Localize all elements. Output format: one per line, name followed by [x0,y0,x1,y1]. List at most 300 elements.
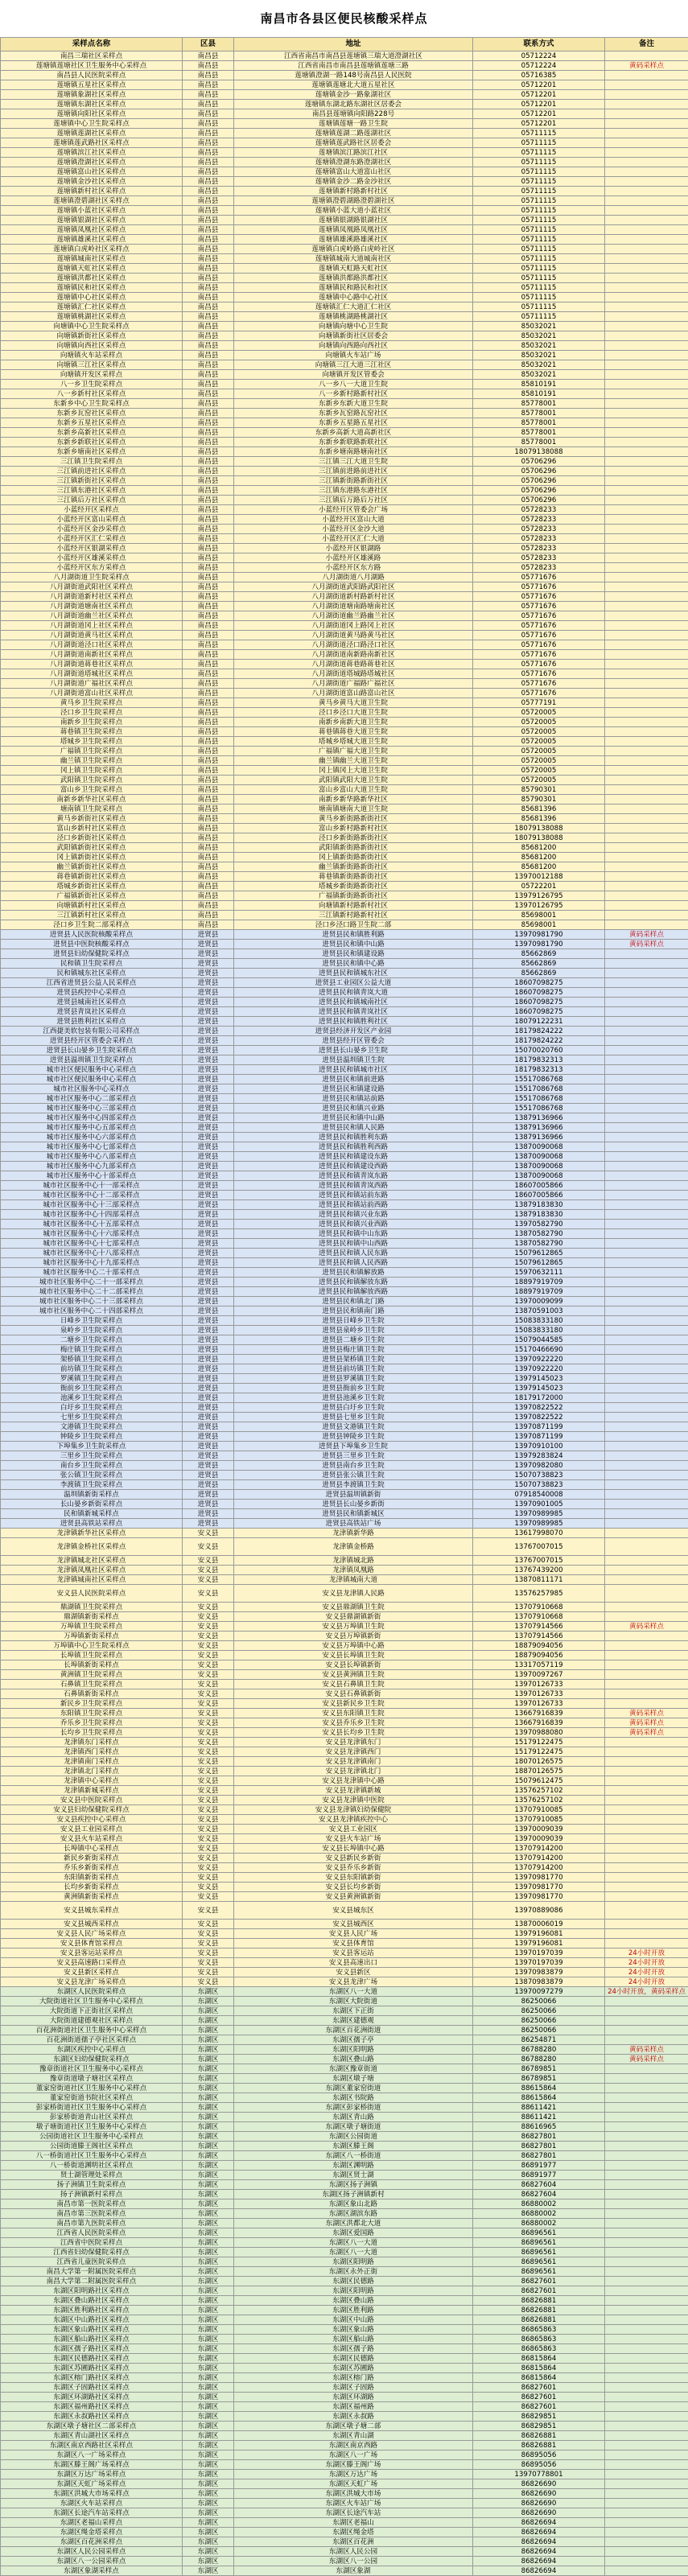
table-row [1,534,688,544]
cell-contact: 88615864 [473,2093,605,2103]
table-row [1,1680,688,1689]
cell-note [605,2277,688,2286]
cell-district: 南昌县 [183,399,234,409]
cell-district: 安义县 [183,1612,234,1622]
cell-note [605,2142,688,2151]
cell-contact: 86865863 [473,2335,605,2344]
cell-name: 长均乡新街采样点 [1,1883,183,1892]
cell-name: 小蓝经开区富山采样点 [1,515,183,525]
cell-district: 南昌县 [183,882,234,891]
cell-district: 南昌县 [183,525,234,534]
cell-contact: 86826690 [473,2508,605,2518]
table-row [1,1355,688,1364]
cell-contact: 13707910668 [473,1603,605,1612]
cell-address: 幽兰镇新街路新街社区 [234,862,473,872]
cell-name: 东湖区中山路社区采样点 [1,2315,183,2325]
cell-name: 城市社区服务中心十一部采样点 [1,1181,183,1191]
cell-district: 南昌县 [183,795,234,804]
cell-contact: 13317057119 [473,1660,605,1670]
cell-contact: 18070126575 [473,1757,605,1767]
cell-contact: 85032021 [473,341,605,351]
cell-district: 东湖区 [183,2470,234,2479]
cell-note [605,2074,688,2084]
table-row [1,1968,688,1977]
cell-note [605,1384,688,1393]
cell-note: 24小时开放，黄码采样点 [605,1987,688,1997]
cell-note [605,1056,688,1065]
cell-address: 莲塘镇白虎岭路白虎岭社区 [234,245,473,254]
cell-contact: 18179824222 [473,1027,605,1036]
cell-note [605,959,688,969]
cell-district: 安义县 [183,1575,234,1585]
cell-district: 东湖区 [183,2113,234,2122]
table-row [1,1776,688,1786]
cell-district: 东湖区 [183,2199,234,2209]
cell-name: 东湖区百花洲采样点 [1,2537,183,2547]
cell-address: 向塘镇向塘中心卫生院 [234,322,473,331]
cell-contact: 13979283824 [473,1451,605,1461]
cell-note [605,370,688,380]
cell-district: 安义县 [183,1854,234,1863]
table-row [1,1603,688,1612]
cell-address: 进贤县前坊镇卫生院 [234,1364,473,1374]
cell-district: 安义县 [183,1538,234,1556]
cell-contact: 86826881 [473,2431,605,2441]
cell-contact: 88616965 [473,2122,605,2132]
cell-name: 冈上镇新街社区采样点 [1,853,183,862]
cell-contact: 85681396 [473,814,605,824]
cell-district: 南昌县 [183,158,234,167]
cell-contact: 86254871 [473,2035,605,2045]
cell-name: 三里乡卫生院采样点 [1,1451,183,1461]
cell-address: 东湖区人民公园 [234,2547,473,2557]
cell-address: 广福镇新街路新街社区 [234,891,473,901]
cell-district: 进贤县 [183,1181,234,1191]
cell-contact: 86891977 [473,2161,605,2171]
cell-contact: 18179832313 [473,1065,605,1075]
table-row [1,1632,688,1641]
cell-address: 莲塘镇滨江路滨江社区 [234,148,473,158]
cell-note [605,2441,688,2450]
cell-note [605,2151,688,2161]
cell-contact: 18607098275 [473,1007,605,1017]
cell-name: 幽兰镇卫生院采样点 [1,756,183,766]
table-row [1,969,688,978]
cell-name: 莲塘镇莲武路社区采样点 [1,138,183,148]
table-row [1,1977,688,1987]
cell-name: 南昌县人民医院采样点 [1,71,183,80]
cell-note [605,1920,688,1929]
cell-name: 幽兰镇新街社区采样点 [1,862,183,872]
cell-name: 新民乡卫生院采样点 [1,1699,183,1709]
cell-contact: 13970989985 [473,1509,605,1519]
cell-name: 南昌大学第二附属医院采样点 [1,2277,183,2286]
table-row [1,631,688,640]
cell-contact: 85698001 [473,920,605,930]
cell-contact: 13970910100 [473,1442,605,1451]
cell-district: 进贤县 [183,1345,234,1355]
cell-address: 安义县鼎湖镇新街 [234,1612,473,1622]
cell-name: 城市社区服务中心十五部采样点 [1,1220,183,1229]
cell-address: 武阳镇新街路新街社区 [234,843,473,853]
cell-name: 莲塘镇莲塘社区卫生服务中心采样点 [1,61,183,71]
cell-address: 龙津镇凤凰路 [234,1566,473,1575]
table-row [1,1403,688,1413]
cell-address: 安义县龙津广场 [234,1977,473,1987]
table-row [1,2171,688,2180]
cell-name: 张公镇卫生院采样点 [1,1471,183,1480]
cell-address: 八一乡八一大道卫生院 [234,380,473,389]
table-row [1,1287,688,1297]
cell-address: 龙津镇新华路 [234,1529,473,1538]
table-row [1,177,688,187]
cell-note [605,785,688,795]
cell-note [605,158,688,167]
cell-address: 东湖区永叔路 [234,2412,473,2422]
cell-district: 南昌县 [183,496,234,505]
table-row [1,1987,688,1997]
cell-address: 进贤县长山晏乡卫生院 [234,1046,473,1056]
cell-district: 南昌县 [183,389,234,399]
cell-district: 进贤县 [183,1432,234,1442]
cell-name: 公园街道社区卫生服务中心采样点 [1,2132,183,2142]
cell-district: 南昌县 [183,100,234,109]
cell-contact: 13870582790 [473,1239,605,1249]
cell-district: 安义县 [183,1977,234,1987]
cell-note [605,1162,688,1171]
cell-note [605,1461,688,1471]
cell-note [605,331,688,341]
cell-note [605,2257,688,2267]
cell-note [605,1065,688,1075]
cell-district: 南昌县 [183,814,234,824]
table-row [1,1738,688,1747]
cell-address: 进贤县民和镇青岚社区 [234,1007,473,1017]
cell-contact: 86829851 [473,2412,605,2422]
cell-note [605,1815,688,1825]
cell-note [605,862,688,872]
cell-note [605,1181,688,1191]
cell-note [605,467,688,476]
cell-contact: 13970197039 [473,1958,605,1968]
cell-contact: 05771676 [473,679,605,689]
cell-contact: 07918540008 [473,1490,605,1500]
cell-name: 莲塘镇银湖社区采样点 [1,216,183,225]
cell-name: 城市社区服务中心六部采样点 [1,1133,183,1142]
cell-name: 董家窑街道书院社区采样点 [1,2093,183,2103]
cell-contact: 88615864 [473,2084,605,2093]
table-row [1,447,688,457]
cell-name: 莲塘镇新村社区采样点 [1,187,183,196]
cell-district: 南昌县 [183,187,234,196]
table-row [1,1939,688,1948]
cell-district: 南昌县 [183,592,234,602]
cell-address: 进贤县二塘乡卫生院 [234,1335,473,1345]
cell-name: 七里乡卫生院采样点 [1,1413,183,1422]
table-row [1,1220,688,1229]
table-row [1,1345,688,1355]
cell-name: 莲塘镇象湖社区采样点 [1,90,183,100]
table-row [1,61,688,71]
cell-district: 南昌县 [183,418,234,428]
cell-contact: 86826690 [473,2489,605,2499]
cell-contact: 86826694 [473,2566,605,2576]
cell-name: 万埠镇卫生院采样点 [1,1622,183,1632]
cell-address: 莲塘镇新村路新村社区 [234,187,473,196]
cell-note [605,1660,688,1670]
cell-note [605,1651,688,1660]
table-row [1,592,688,602]
cell-district: 南昌县 [183,216,234,225]
cell-name: 八一桥街道渊明社区采样点 [1,2161,183,2171]
cell-contact: 86827604 [473,2190,605,2199]
cell-name: 东湖区象湖采样点 [1,2566,183,2576]
table-row [1,2383,688,2393]
cell-note [605,1670,688,1680]
cell-name: 安义县城东采样点 [1,1902,183,1920]
cell-district: 进贤县 [183,1287,234,1297]
cell-contact: 88611421 [473,2113,605,2122]
cell-note [605,438,688,447]
cell-name: 东湖区火车站采样点 [1,2499,183,2508]
cell-address: 安义县长均乡卫生院 [234,1728,473,1738]
cell-address: 东湖区大院街道 [234,1997,473,2006]
cell-note [605,2335,688,2344]
table-row [1,2450,688,2460]
cell-note [605,476,688,486]
cell-note [605,1529,688,1538]
cell-contact: 05728233 [473,563,605,573]
cell-contact: 13970012188 [473,872,605,882]
table-row [1,978,688,988]
cell-address: 塘南镇塘南大道卫生院 [234,804,473,814]
cell-name: 城市社区服务中心十六部采样点 [1,1229,183,1239]
cell-district: 南昌县 [183,650,234,660]
cell-contact: 18870126575 [473,1767,605,1776]
cell-name: 莲塘镇澄湖社区采样点 [1,158,183,167]
cell-note [605,727,688,737]
cell-address: 进贤县张公镇卫生院 [234,1471,473,1480]
cell-district: 南昌县 [183,225,234,235]
cell-name: 黄洲镇卫生院采样点 [1,1670,183,1680]
cell-contact: 15083833180 [473,1326,605,1335]
cell-note [605,2557,688,2566]
cell-name: 莲塘镇小蓝社区采样点 [1,206,183,216]
cell-name: 泾口乡新街社区采样点 [1,833,183,843]
cell-contact: 15517086768 [473,1075,605,1084]
cell-note [605,1519,688,1529]
cell-address: 蒋巷镇新街路新街社区 [234,872,473,882]
cell-note [605,1844,688,1854]
cell-note [605,119,688,129]
table-row [1,283,688,293]
cell-contact: 13707914200 [473,1844,605,1854]
table-row [1,2306,688,2315]
cell-contact: 15079612865 [473,1249,605,1258]
cell-contact: 05711115 [473,274,605,283]
table-row [1,2248,688,2257]
cell-name: 小蓝经开区采样点 [1,505,183,515]
cell-contact: 13707914200 [473,1854,605,1863]
cell-address: 安义县长埠镇中心路 [234,1844,473,1854]
cell-contact: 13970981770 [473,1892,605,1902]
cell-note [605,2238,688,2248]
cell-contact: 05711115 [473,283,605,293]
cell-contact: 05711115 [473,312,605,322]
cell-name: 进贤县高铁站采样点 [1,1519,183,1529]
cell-district: 南昌县 [183,360,234,370]
cell-name: 李渡镇卫生院采样点 [1,1480,183,1490]
cell-contact: 86789851 [473,2074,605,2084]
cell-note [605,698,688,708]
cell-district: 进贤县 [183,1046,234,1056]
cell-district: 东湖区 [183,2441,234,2450]
cell-contact: 05711115 [473,187,605,196]
cell-district: 进贤县 [183,1065,234,1075]
table-row [1,380,688,389]
table-row [1,573,688,582]
cell-address: 东湖区建德观 [234,2016,473,2026]
cell-name: 南新乡卫生院采样点 [1,718,183,727]
cell-note [605,2489,688,2499]
cell-note [605,1258,688,1268]
cell-district: 进贤县 [183,1007,234,1017]
cell-address: 安义县东阳镇新街 [234,1873,473,1883]
cell-name: 龙津镇东门采样点 [1,1738,183,1747]
cell-address: 安义县人民广场 [234,1929,473,1939]
cell-contact: 05711115 [473,254,605,264]
table-row [1,2132,688,2142]
cell-contact: 86865863 [473,2344,605,2354]
cell-district: 进贤县 [183,949,234,959]
cell-address: 安义县龙津镇中心路 [234,1776,473,1786]
table-row [1,1442,688,1451]
cell-name: 八月湖街道塔城社区采样点 [1,669,183,679]
cell-address: 莲塘镇莲武路社区居委会 [234,138,473,148]
table-row [1,766,688,776]
cell-district: 东湖区 [183,2257,234,2267]
table-row [1,245,688,254]
cell-note [605,1249,688,1258]
cell-name: 万埠镇中心卫生院采样点 [1,1641,183,1651]
cell-contact: 18179172000 [473,1393,605,1403]
cell-note [605,2508,688,2518]
cell-contact: 18079138088 [473,833,605,843]
cell-name: 莲塘镇白虎岭社区采样点 [1,245,183,254]
table-row [1,1036,688,1046]
cell-name: 池溪乡卫生院采样点 [1,1393,183,1403]
table-row [1,1364,688,1374]
cell-name: 钟陵乡卫生院采样点 [1,1432,183,1442]
table-row [1,747,688,756]
cell-contact: 86788280 [473,2055,605,2064]
cell-district: 安义县 [183,1767,234,1776]
cell-note [605,138,688,148]
cell-note [605,322,688,331]
table-row [1,1786,688,1796]
cell-name: 进贤县人民医院核酸采样点 [1,930,183,940]
table-row [1,1709,688,1718]
cell-address: 黄马乡新街路新街社区 [234,814,473,824]
cell-note [605,2373,688,2383]
table-row [1,515,688,525]
cell-name: 江西捷美软包装有限公司采样点 [1,1027,183,1036]
table-row [1,505,688,515]
cell-name: 城市社区服务中心二十三部采样点 [1,1297,183,1307]
cell-contact: 05711115 [473,216,605,225]
cell-address: 安义县长埠镇新街 [234,1660,473,1670]
cell-district: 东湖区 [183,2006,234,2016]
cell-address: 进贤县民和镇城市社区 [234,1065,473,1075]
cell-district: 东湖区 [183,2277,234,2286]
cell-contact: 13970981790 [473,940,605,949]
cell-note [605,129,688,138]
cell-contact: 05728233 [473,505,605,515]
table-row [1,1297,688,1307]
cell-district: 南昌县 [183,573,234,582]
cell-name: 江西省人民医院采样点 [1,2228,183,2238]
cell-contact: 05771676 [473,689,605,698]
cell-address: 冈上镇冈上大道卫生院 [234,766,473,776]
table-row [1,2064,688,2074]
table-row [1,399,688,409]
cell-address: 南新乡新华路新华社区 [234,795,473,804]
table-row [1,1883,688,1892]
table-row [1,940,688,949]
cell-address: 进贤县民和镇中山路 [234,1113,473,1123]
cell-name: 泉岭乡卫生院采样点 [1,1326,183,1335]
table-row [1,1027,688,1036]
cell-contact: 13970871199 [473,1432,605,1442]
cell-note [605,978,688,988]
cell-district: 南昌县 [183,283,234,293]
cell-note [605,1738,688,1747]
table-row [1,2354,688,2364]
cell-district: 进贤县 [183,1374,234,1384]
cell-district: 进贤县 [183,1239,234,1249]
cell-contact: 13870090068 [473,1171,605,1181]
cell-address: 东湖区贤士湖 [234,2171,473,2180]
cell-name: 东新乡五星社区采样点 [1,418,183,428]
cell-name: 八一乡卫生院采样点 [1,380,183,389]
cell-district: 南昌县 [183,544,234,553]
cell-contact: 05771676 [473,592,605,602]
cell-note [605,1036,688,1046]
table-row [1,708,688,718]
cell-district: 南昌县 [183,660,234,669]
cell-district: 东湖区 [183,2238,234,2248]
cell-address: 向塘镇新村路新村社区 [234,901,473,911]
table-row [1,2026,688,2035]
cell-name: 长埠镇中心采样点 [1,1844,183,1854]
cell-district: 东湖区 [183,2296,234,2306]
cell-district: 进贤县 [183,1326,234,1335]
cell-district: 南昌县 [183,254,234,264]
table-row [1,1929,688,1939]
cell-contact: 05771676 [473,573,605,582]
cell-name: 城市社区服务中心二十四部采样点 [1,1307,183,1316]
cell-name: 东湖区妇幼保健院采样点 [1,2055,183,2064]
cell-address: 南新乡南新大道卫生院 [234,718,473,727]
cell-name: 城市社区服务中心采样点 [1,1084,183,1094]
table-row [1,1152,688,1162]
table-row [1,1422,688,1432]
cell-district: 东湖区 [183,2537,234,2547]
cell-address: 安义县新民乡新街 [234,1854,473,1863]
table-row [1,1065,688,1075]
cell-address: 八月湖街道塔城路塔城社区 [234,669,473,679]
cell-note [605,2306,688,2315]
